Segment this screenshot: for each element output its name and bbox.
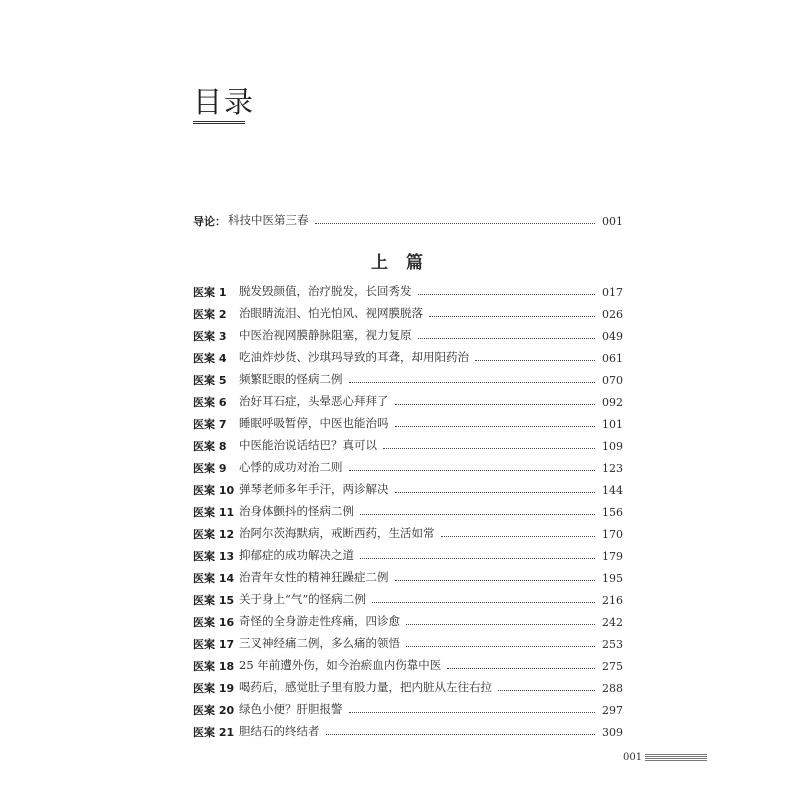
dot-leader xyxy=(395,580,596,581)
entry-page: 061 xyxy=(602,351,623,365)
entry-label: 医案 16 xyxy=(193,615,235,629)
intro-title: 科技中医第三春 xyxy=(228,213,309,228)
entry-title: 脱发毁颜值，治疗脱发，长回秀发 xyxy=(239,284,412,299)
entry-label: 医案 18 xyxy=(193,659,235,673)
toc-entry[interactable] xyxy=(193,414,623,434)
toc-entry[interactable] xyxy=(193,546,623,566)
entry-label: 医案 12 xyxy=(193,527,235,541)
entry-page: 242 xyxy=(602,615,623,629)
toc-entry[interactable] xyxy=(193,326,623,346)
entry-page: 275 xyxy=(602,659,623,673)
entry-title: 治阿尔茨海默病，戒断西药，生活如常 xyxy=(239,526,435,541)
dot-leader xyxy=(498,690,595,691)
entry-page: 253 xyxy=(602,637,623,651)
entry-title: 喝药后，感觉肚子里有股力量，把内脏从左往右拉 xyxy=(239,680,492,695)
dot-leader xyxy=(406,646,595,647)
entry-title: 吃油炸炒货、沙琪玛导致的耳聋，却用阳药治 xyxy=(239,350,469,365)
dot-leader xyxy=(349,712,596,713)
entry-page: 144 xyxy=(602,483,623,497)
entry-title: 睡眠呼吸暂停，中医也能治吗 xyxy=(239,416,389,431)
entry-page: 170 xyxy=(602,527,623,541)
dot-leader xyxy=(349,382,596,383)
entry-label: 医案 4 xyxy=(193,351,227,365)
entry-label: 医案 11 xyxy=(193,505,235,519)
toc-entry[interactable] xyxy=(193,612,623,632)
entry-page: 026 xyxy=(602,307,623,321)
entry-label: 医案 15 xyxy=(193,593,235,607)
toc-entry[interactable] xyxy=(193,524,623,544)
dot-leader xyxy=(315,223,596,224)
toc-entry[interactable] xyxy=(193,458,623,478)
dot-leader xyxy=(360,558,595,559)
toc-entry[interactable] xyxy=(193,304,623,324)
heading-underline xyxy=(193,121,245,125)
entry-page: 109 xyxy=(602,439,623,453)
entry-title: 关于身上“气”的怪病二例 xyxy=(239,592,366,607)
entry-label: 医案 21 xyxy=(193,725,235,739)
entry-label: 医案 9 xyxy=(193,461,227,475)
entry-label: 医案 20 xyxy=(193,703,235,717)
entry-title: 胆结石的终结者 xyxy=(239,724,320,739)
entry-title: 治身体颤抖的怪病二例 xyxy=(239,504,354,519)
dot-leader xyxy=(349,470,596,471)
toc-entry[interactable] xyxy=(193,348,623,368)
entry-page: 101 xyxy=(602,417,623,431)
entry-page: 156 xyxy=(602,505,623,519)
toc-entry[interactable] xyxy=(193,370,623,390)
toc-entry[interactable] xyxy=(193,480,623,500)
entry-label: 医案 1 xyxy=(193,285,227,299)
entry-page: 070 xyxy=(602,373,623,387)
dot-leader xyxy=(360,514,595,515)
dot-leader xyxy=(372,602,595,603)
entry-title: 治青年女性的精神狂躁症二例 xyxy=(239,570,389,585)
dot-leader xyxy=(395,492,596,493)
toc-entry[interactable] xyxy=(193,634,623,654)
entry-label: 医案 6 xyxy=(193,395,227,409)
entry-page: 123 xyxy=(602,461,623,475)
toc-entry[interactable] xyxy=(193,656,623,676)
entry-label: 医案 8 xyxy=(193,439,227,453)
entry-title: 频繁眨眼的怪病二例 xyxy=(239,372,343,387)
entry-label: 医案 17 xyxy=(193,637,235,651)
toc-heading: 目录 xyxy=(193,85,256,119)
dot-leader xyxy=(418,294,596,295)
entry-label: 医案 7 xyxy=(193,417,227,431)
entry-label: 医案 3 xyxy=(193,329,227,343)
toc-entry[interactable] xyxy=(193,282,623,302)
intro-label: 导论： xyxy=(193,214,226,228)
entry-label: 医案 13 xyxy=(193,549,235,563)
entry-label: 医案 14 xyxy=(193,571,235,585)
entry-page: 049 xyxy=(602,329,623,343)
dot-leader xyxy=(441,536,596,537)
entry-title: 绿色小便？肝胆报警 xyxy=(239,702,343,717)
dot-leader xyxy=(383,448,595,449)
toc-entry[interactable] xyxy=(193,502,623,522)
entry-title: 心悸的成功对治二则 xyxy=(239,460,343,475)
dot-leader xyxy=(447,668,595,669)
entry-page: 216 xyxy=(602,593,623,607)
dot-leader xyxy=(395,426,596,427)
entry-page: 179 xyxy=(602,549,623,563)
dot-leader xyxy=(418,338,596,339)
entry-label: 医案 19 xyxy=(193,681,235,695)
entry-page: 017 xyxy=(602,285,623,299)
intro-page: 001 xyxy=(602,214,623,228)
entry-title: 弹琴老师多年手汗，两诊解决 xyxy=(239,482,389,497)
dot-leader xyxy=(326,734,596,735)
entry-title: 中医治视网膜静脉阻塞，视力复原 xyxy=(239,328,412,343)
dot-leader xyxy=(429,316,595,317)
toc-entry[interactable] xyxy=(193,392,623,412)
entry-title: 治好耳石症，头晕恶心拜拜了 xyxy=(239,394,389,409)
dot-leader xyxy=(406,624,595,625)
entry-page: 309 xyxy=(602,725,623,739)
toc-intro-row[interactable] xyxy=(193,211,623,231)
section-title: 上 篇 xyxy=(371,253,429,273)
toc-entry[interactable] xyxy=(193,678,623,698)
toc-entry[interactable] xyxy=(193,436,623,456)
toc-entry[interactable] xyxy=(193,568,623,588)
entry-page: 297 xyxy=(602,703,623,717)
entry-label: 医案 5 xyxy=(193,373,227,387)
toc-entry[interactable] xyxy=(193,590,623,610)
entry-label: 医案 10 xyxy=(193,483,235,497)
entry-title: 中医能治说话结巴？真可以 xyxy=(239,438,377,453)
entry-label: 医案 2 xyxy=(193,307,227,321)
page-number: 001 xyxy=(623,752,643,763)
entry-title: 25 年前遭外伤，如今治瘀血内伤靠中医 xyxy=(239,658,442,673)
toc-entry[interactable] xyxy=(193,722,623,742)
dot-leader xyxy=(395,404,596,405)
toc-entry[interactable] xyxy=(193,700,623,720)
entry-page: 092 xyxy=(602,395,623,409)
entry-page: 288 xyxy=(602,681,623,695)
entry-title: 治眼睛流泪、怕光怕风、视网膜脱落 xyxy=(239,306,423,321)
folio-ornament xyxy=(645,754,707,761)
entry-title: 抑郁症的成功解决之道 xyxy=(239,548,354,563)
entry-page: 195 xyxy=(602,571,623,585)
entry-title: 三叉神经痛二例，多么痛的领悟 xyxy=(239,636,400,651)
dot-leader xyxy=(475,360,595,361)
entry-title: 奇怪的全身游走性疼痛，四诊愈 xyxy=(239,614,400,629)
